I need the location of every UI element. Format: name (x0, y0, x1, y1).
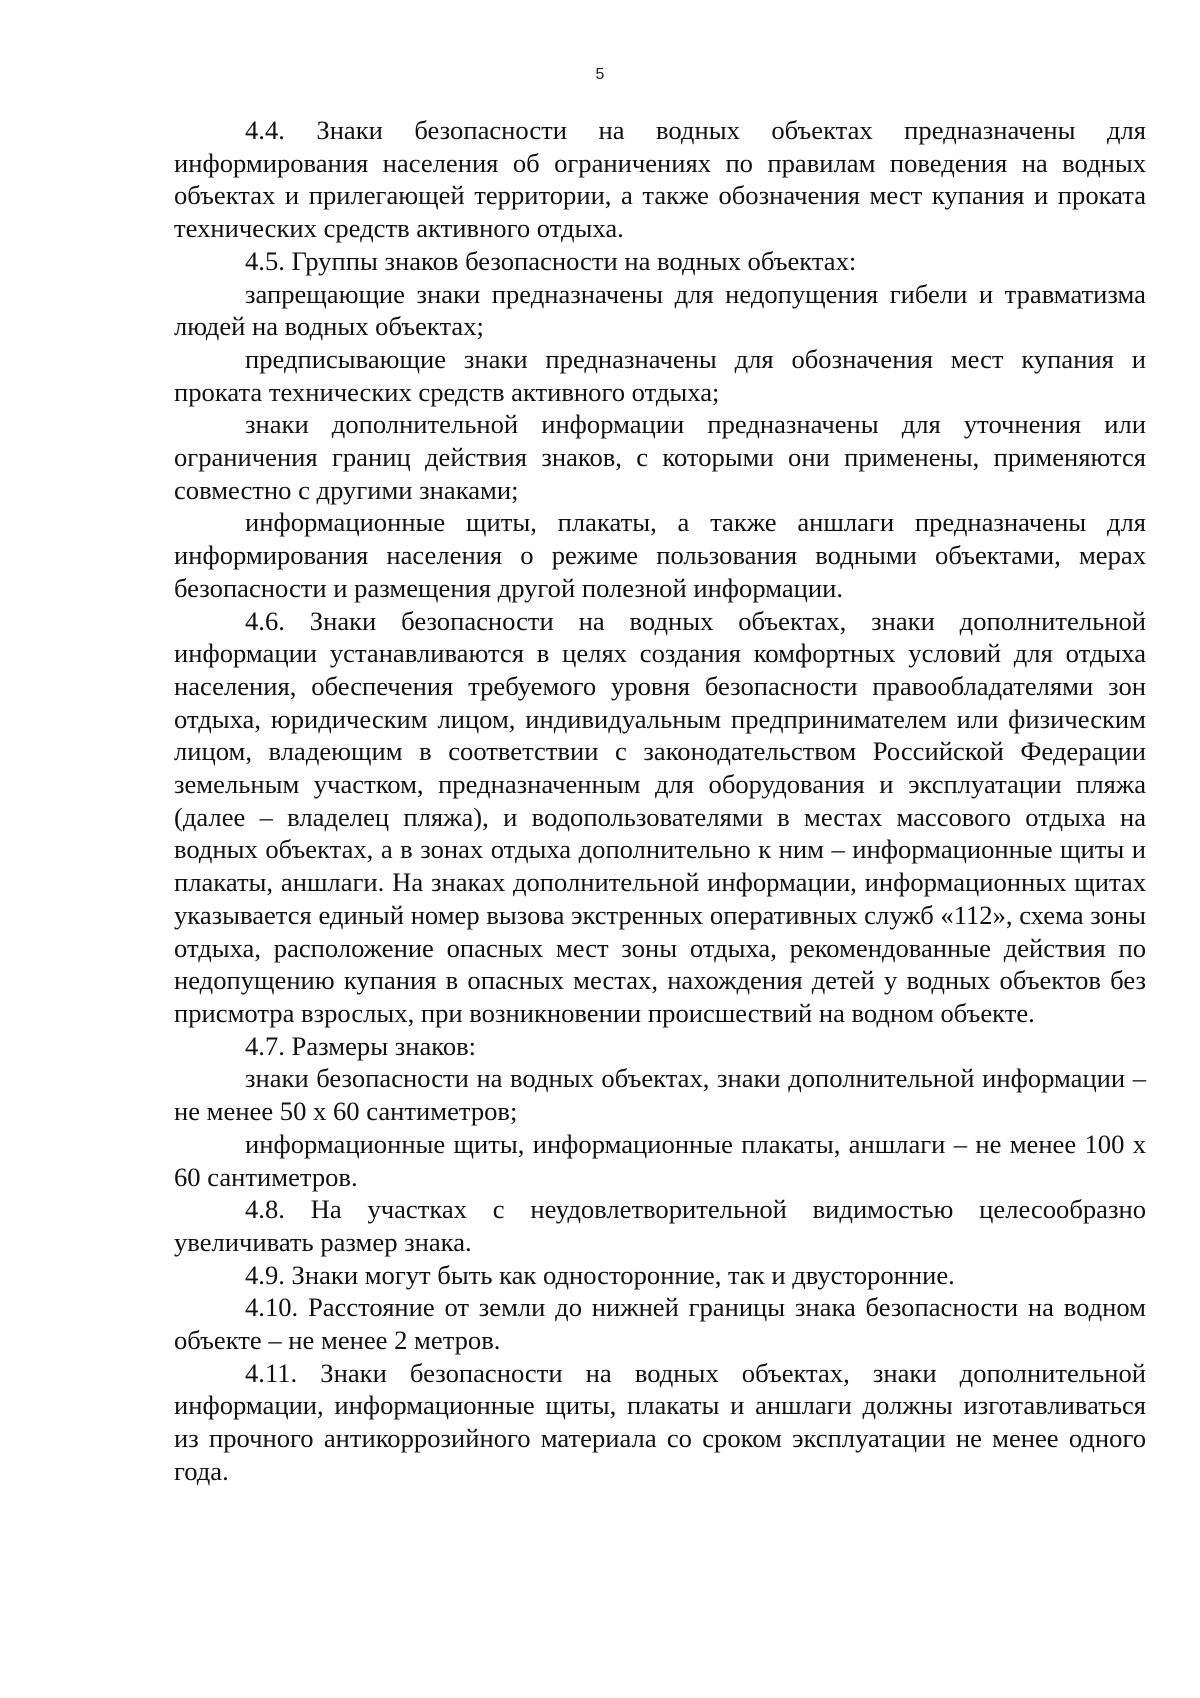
page-number: 5 (595, 66, 605, 83)
list-item-info-boards: информационные щиты, плакаты, а также аншлаги предназначены для информирования населения о режиме пользования водными объектами, мерах безопасности и размещения другой полезной информации. (174, 507, 1146, 603)
list-item-board-size: информационные щиты, информационные плакаты, аншлаги – не менее 100 х 60 сантиметров. (174, 1128, 1146, 1192)
list-item-sign-size: знаки безопасности на водных объектах, знаки дополнительной информации – не менее 50 х 60 сантиметров; (174, 1063, 1146, 1127)
list-item-additional-info-signs: знаки дополнительной информации предназначены для уточнения или ограничения границ действия знаков, с которыми они применены, применяются совместно с другими знаками; (174, 409, 1146, 505)
paragraph-4-8: 4.8. На участках с неудовлетворительной видимостью целесообразно увеличивать размер знака. (174, 1194, 1146, 1257)
paragraph-4-6: 4.6. Знаки безопасности на водных объектах, знаки дополнительной информации устанавливаются в целях создания комфортных условий для отдыха населения, обеспечения требуемого уровня безопасности правообладателями зон отдыха, юридическим лицом, индивидуальным предпринимателем или физическим лицом, владеющим в соответствии с законодательством Российской Федерации земельным участком, предназначенным для оборудования и эксплуатации пляжа (далее – владелец пляжа), и водопользователями в местах массового отдыха на водных объектах, а в зонах отдыха дополнительно к ним – информационные щиты и плакаты, аншлаги. На знаках дополнительной информации, информационных щитах указывается единый номер вызова экстренных оперативных служб «112», схема зоны отдыха, расположение опасных мест зоны отдыха, рекомендованные действия по недопущению купания в опасных местах, нахождения детей у водных объектов без присмотра взрослых, при возникновении происшествий на водном объекте. (174, 605, 1146, 1028)
paragraph-4-5: 4.5. Группы знаков безопасности на водных объектах: (245, 245, 857, 276)
paragraph-4-9: 4.9. Знаки могут быть как односторонние, так и двусторонние. (245, 1259, 955, 1290)
document-body (174, 114, 1146, 1488)
list-item-mandatory-signs: предписывающие знаки предназначены для обозначения мест купания и проката технических средств активного отдыха; (174, 343, 1146, 407)
paragraph-4-7: 4.7. Размеры знаков: (245, 1030, 477, 1061)
paragraph-4-11: 4.11. Знаки безопасности на водных объектах, знаки дополнительной информации, информационные щиты, плакаты и аншлаги должны изготавливаться из прочного антикоррозийного материала со сроком эксплуатации не менее одного года. (174, 1357, 1146, 1486)
list-item-prohibiting-signs: запрещающие знаки предназначены для недопущения гибели и травматизма людей на водных объектах; (174, 278, 1146, 342)
paragraph-4-10: 4.10. Расстояние от земли до нижней границы знака безопасности на водном объекте – не менее 2 метров. (174, 1292, 1146, 1356)
paragraph-4-4: 4.4. Знаки безопасности на водных объектах предназначены для информирования населения об ограничениях по правилам поведения на водных объектах и прилегающей территории, а также обозначения мест купания и проката технических средств активного отдыха. (174, 115, 1146, 244)
